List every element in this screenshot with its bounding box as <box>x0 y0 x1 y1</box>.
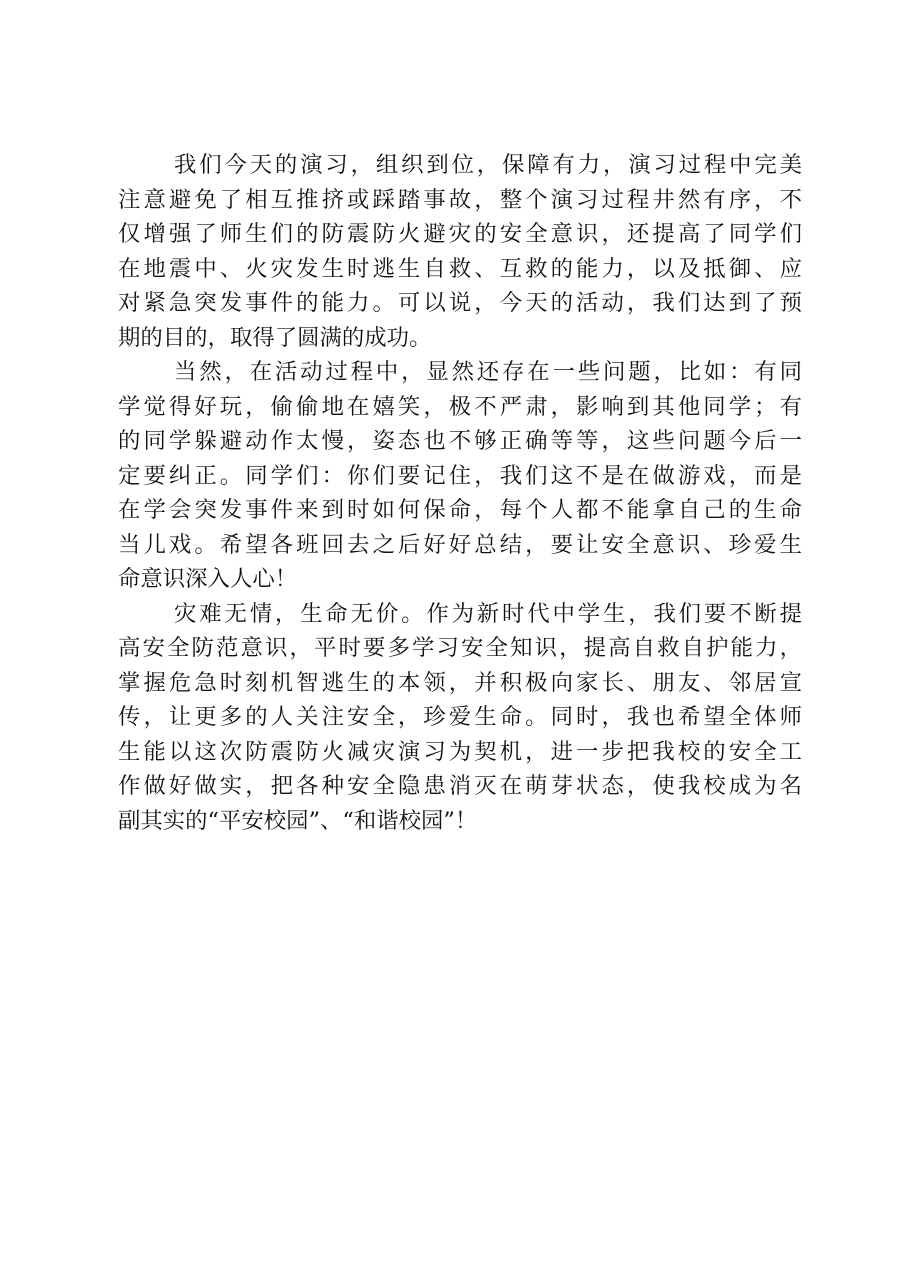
text-line: 仅增强了师生们的防震防火避灾的安全意识，还提高了同学们 <box>118 221 802 247</box>
paragraph-1 <box>118 148 802 355</box>
text-line: 作做好做实，把各种安全隐患消灭在萌芽状态，使我校成为名 <box>118 773 802 799</box>
text-line: 命意识深入人心！ <box>118 566 298 592</box>
text-line: 当儿戏。希望各班回去之后好好总结，要让安全意识、珍爱生 <box>118 531 802 558</box>
text-line: 期的目的，取得了圆满的成功。 <box>118 324 432 351</box>
text-line: 掌握危急时刻机智逃生的本领，并积极向家长、朋友、邻居宣 <box>118 669 802 696</box>
text-line: 在地震中、火灾发生时逃生自救、互救的能力，以及抵御、应 <box>118 255 802 282</box>
text-line: 注意避免了相互推挤或踩踏事故，整个演习过程井然有序，不 <box>118 186 802 213</box>
text-line: 高安全防范意识，平时要多学习安全知识，提高自救自护能力， <box>118 635 802 661</box>
text-line: 传，让更多的人关注安全，珍爱生命。同时，我也希望全体师 <box>118 704 802 730</box>
text-line: 生能以这次防震防火减灾演习为契机，进一步把我校的安全工 <box>118 738 802 765</box>
document-body <box>118 148 802 838</box>
text-line: 的同学躲避动作太慢，姿态也不够正确等等，这些问题今后一 <box>118 428 802 454</box>
text-line: 副其实的“平安校园”、“和谐校园”！ <box>118 807 478 834</box>
text-line: 当然，在活动过程中，显然还存在一些问题，比如：有同 <box>174 359 802 385</box>
text-line: 灾难无情，生命无价。作为新时代中学生，我们要不断提 <box>174 600 802 627</box>
text-line: 学觉得好玩，偷偷地在嬉笑，极不严肃，影响到其他同学；有 <box>118 393 802 420</box>
paragraph-2 <box>118 355 802 597</box>
paragraph-3 <box>118 597 802 839</box>
text-line: 在学会突发事件来到时如何保命，每个人都不能拿自己的生命 <box>118 497 802 523</box>
text-line: 我们今天的演习，组织到位，保障有力，演习过程中完美 <box>174 152 802 178</box>
text-line: 定要纠正。同学们：你们要记住，我们这不是在做游戏，而是 <box>118 462 802 489</box>
text-line: 对紧急突发事件的能力。可以说，今天的活动，我们达到了预 <box>118 290 802 316</box>
